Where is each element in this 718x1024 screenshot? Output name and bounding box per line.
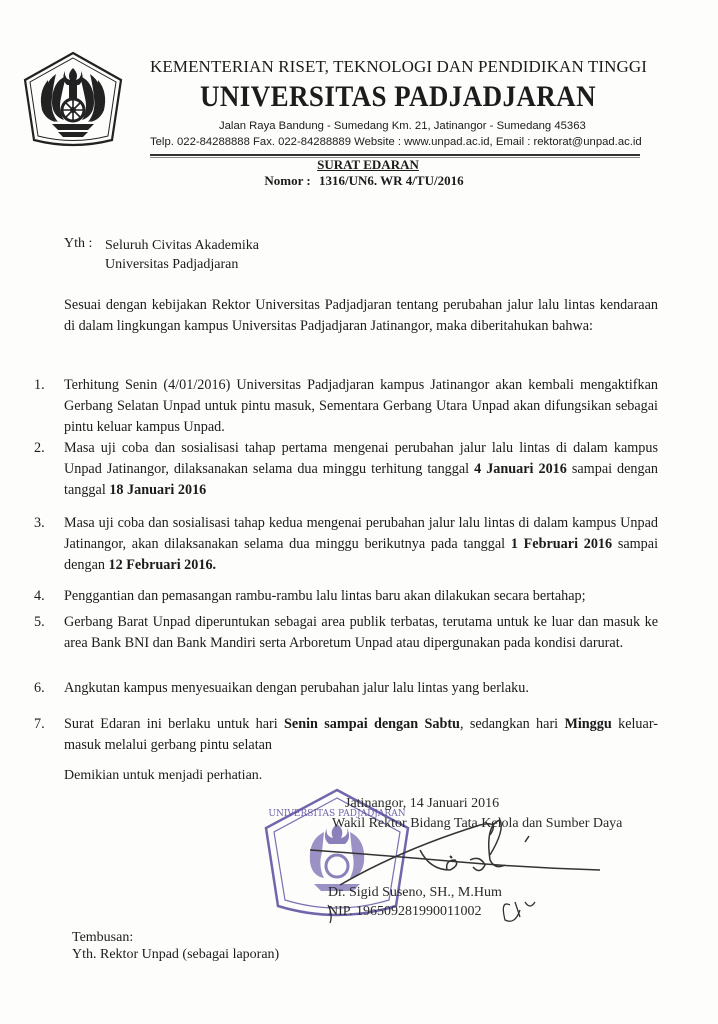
document-number-row bbox=[0, 173, 718, 189]
cc-label: Tembusan: bbox=[72, 930, 134, 945]
list-item-text: Angkutan kampus menyesuaikan dengan perubahan jalur lalu lintas yang berlaku. bbox=[64, 680, 529, 696]
list-item-number: 6. bbox=[34, 680, 45, 696]
svg-text:UNIVERSITAS PADJADJARAN: UNIVERSITAS PADJADJARAN bbox=[268, 809, 406, 819]
list-item-text: Masa uji coba dan sosialisasi tahap pertama mengenai perubahan jalur lalu lintas di dalam kampus Unpad Jatinangor, dilaksanakan selama dua minggu terhitung tanggal bbox=[64, 440, 658, 477]
cc-recipient: Yth. Rektor Unpad (sebagai laporan) bbox=[72, 947, 280, 962]
university-name: UNIVERSITAS PADJADJARAN bbox=[200, 80, 596, 113]
signature-place-date: Jatinangor, 14 Januari 2016 bbox=[345, 796, 500, 811]
list-item-text: Gerbang Barat Unpad diperuntukan sebagai area publik terbatas, terutama untuk ke luar dan masuk ke area Bank BNI dan Bank Mandiri serta Arboretum Unpad atau dipergunakan pada kondisi darurat. bbox=[64, 614, 658, 651]
signature-position: Wakil Rektor Bidang Tata Kelola dan Sumber Daya bbox=[332, 816, 623, 831]
signatory-nip: NIP. 196509281990011002 bbox=[328, 904, 482, 919]
unpad-emblem-icon bbox=[22, 50, 124, 150]
recipient-line-1: Seluruh Civitas Akademika bbox=[105, 238, 259, 253]
list-item-text: Surat Edaran ini berlaku untuk hari bbox=[64, 716, 285, 732]
list-item-bold: Minggu bbox=[564, 716, 612, 732]
list-item-4 bbox=[34, 586, 658, 607]
list-item-bold: 1 Februari 2016 bbox=[510, 536, 613, 552]
list-item-text: sampai dengan tanggal bbox=[64, 461, 659, 498]
signatory-name: Dr. Sigid Suseno, SH., M.Hum bbox=[328, 885, 502, 900]
list-item-number: 1. bbox=[34, 377, 45, 393]
list-item-1 bbox=[34, 375, 658, 438]
list-item-number: 7. bbox=[34, 716, 45, 732]
list-item-2 bbox=[34, 438, 659, 501]
document-title-row bbox=[0, 157, 718, 173]
list-item-text: Masa uji coba dan sosialisasi tahap kedua mengenai perubahan jalur lalu lintas di dalam kampus Unpad Jatinangor, akan dilaksanakan selama dua minggu berikutnya pada tanggal bbox=[64, 515, 658, 552]
recipient bbox=[105, 236, 259, 274]
document-number-label: Nomor : bbox=[264, 173, 311, 188]
document-title: SURAT EDARAN bbox=[317, 157, 419, 172]
list-item-number: 5. bbox=[34, 614, 45, 630]
list-item-text: sampai dengan bbox=[64, 536, 659, 573]
list-item-5 bbox=[34, 612, 658, 654]
closing-text: Demikian untuk menjadi perhatian. bbox=[64, 768, 263, 783]
list-item-6 bbox=[34, 678, 658, 699]
list-item-bold: 4 Januari 2016 bbox=[474, 461, 567, 477]
list-item-number: 2. bbox=[34, 440, 45, 456]
recipient-label: Yth : bbox=[64, 236, 93, 251]
document-number: 1316/UN6. WR 4/TU/2016 bbox=[319, 173, 464, 188]
list-item-3 bbox=[34, 513, 659, 576]
list-item-text: , sedangkan hari bbox=[459, 716, 565, 732]
address-line: Jalan Raya Bandung - Sumedang Km. 21, Jatinangor - Sumedang 45363 bbox=[219, 120, 586, 132]
list-item-number: 3. bbox=[34, 515, 45, 531]
recipient-line-2: Universitas Padjadjaran bbox=[105, 257, 239, 272]
list-item-7 bbox=[34, 714, 658, 756]
list-item-text: Terhitung Senin (4/01/2016) Universitas Padjadjaran kampus Jatinangor akan kembali mengaktifkan Gerbang Selatan Unpad untuk pintu masuk, Sementara Gerbang Utara Unpad akan difungsikan sebagai pintu keluar kampus Unpad. bbox=[64, 377, 658, 435]
ministry-name: KEMENTERIAN RISET, TEKNOLOGI DAN PENDIDIKAN TINGGI bbox=[150, 57, 647, 76]
list-item-text: keluar-masuk melalui gerbang pintu selatan bbox=[64, 716, 658, 753]
contact-line: Telp. 022-84288888 Fax. 022-84288889 Website : www.unpad.ac.id, Email : rektorat@unpad.ac.id bbox=[150, 136, 642, 148]
list-item-bold: Senin sampai dengan Sabtu bbox=[284, 716, 460, 732]
list-item-bold: 18 Januari 2016 bbox=[109, 482, 207, 498]
intro-paragraph: Sesuai dengan kebijakan Rektor Universitas Padjadjaran tentang perubahan jalur lalu lintas kendaraan di dalam lingkungan kampus Universitas Padjadjaran Jatinangor, maka diberitahukan bahwa: bbox=[64, 297, 658, 334]
list-item-text: Penggantian dan pemasangan rambu-rambu lalu lintas baru akan dilakukan secara bertahap; bbox=[64, 588, 586, 604]
letterhead-divider bbox=[150, 154, 640, 156]
list-item-number: 4. bbox=[34, 588, 45, 604]
list-item-bold: 12 Februari 2016. bbox=[108, 557, 217, 573]
